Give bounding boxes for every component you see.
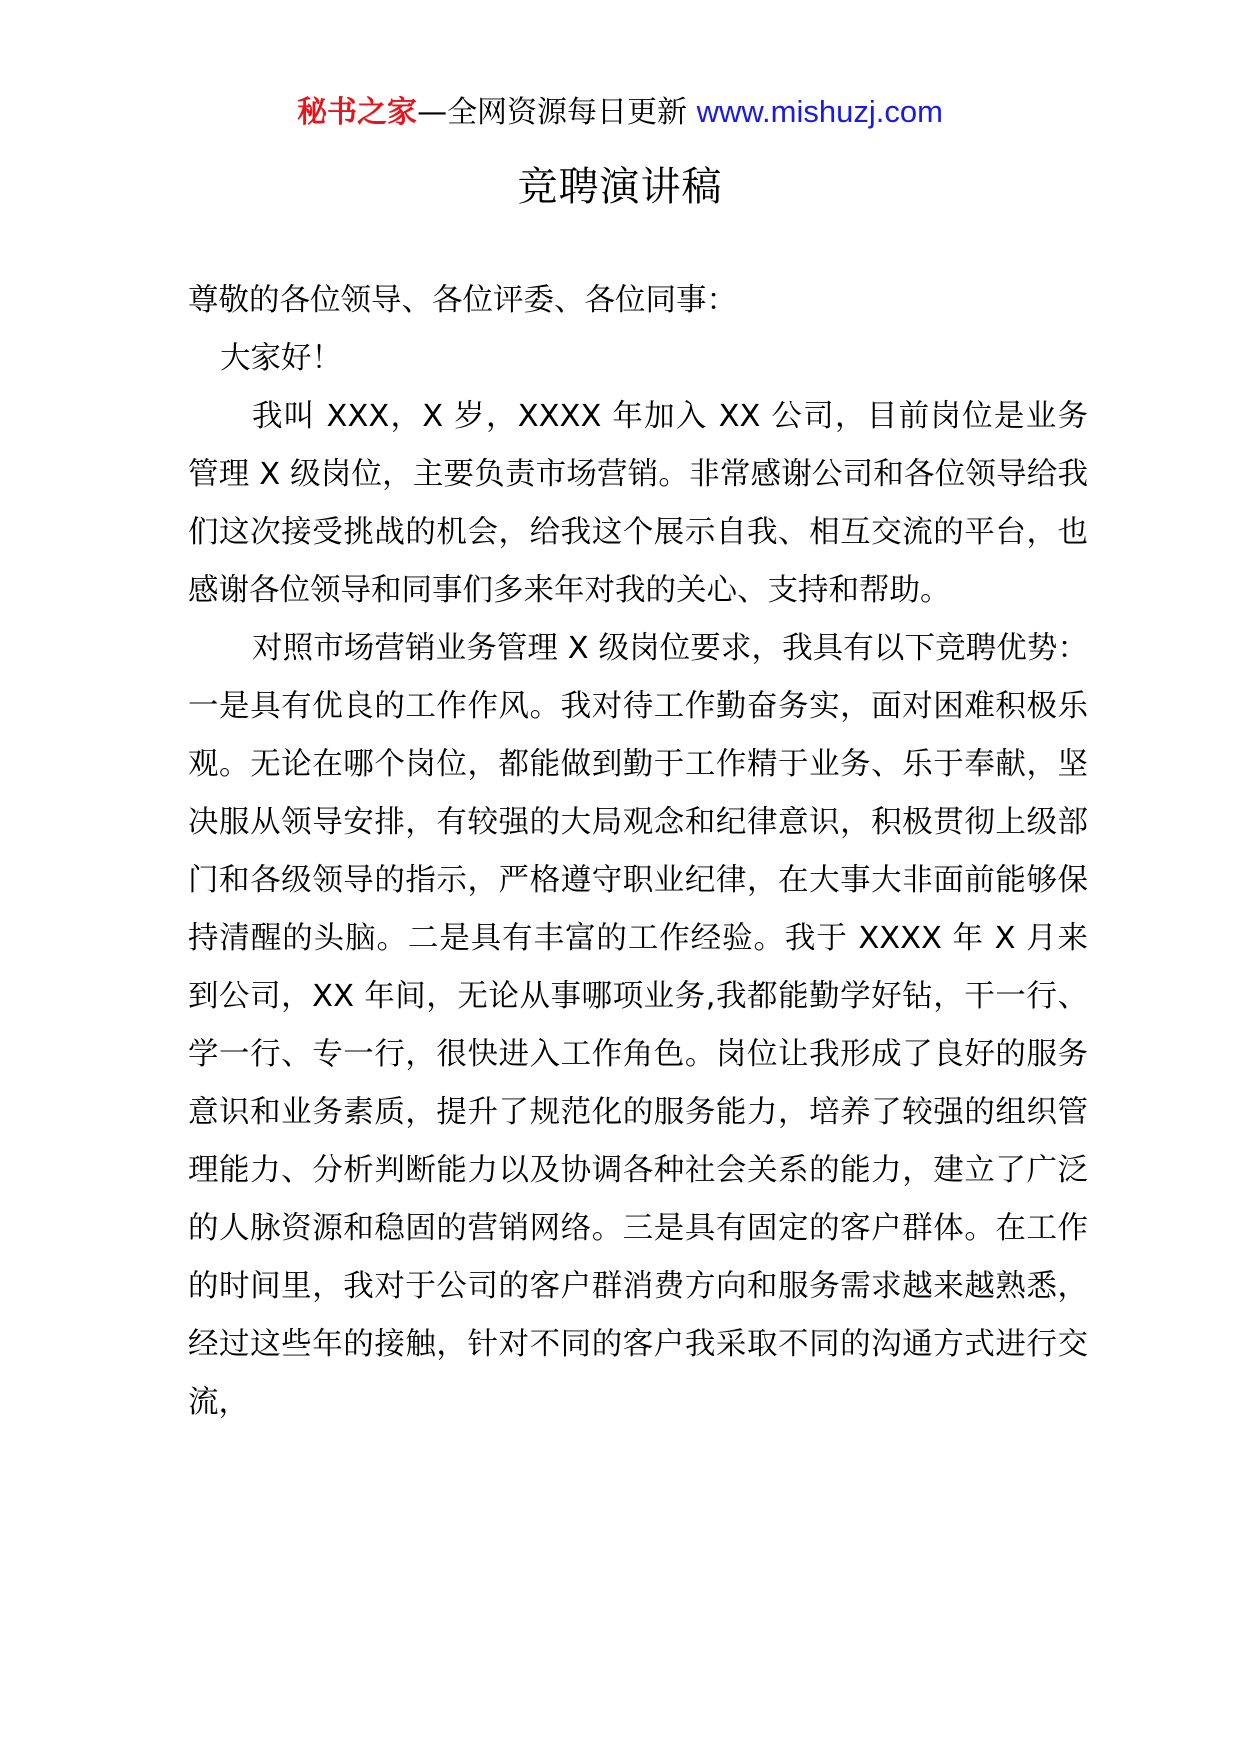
site-url-link[interactable]: www.mishuzj.com bbox=[696, 94, 943, 129]
paragraph-advantages: 对照市场营销业务管理 X 级岗位要求，我具有以下竞聘优势：一是具有优良的工作作风。我对待工作勤奋务实，面对困难积极乐观。无论在哪个岗位，都能做到勤于工作精于业务、乐于奉献，坚决服从领导安排，有较强的大局观念和纪律意识，积极贯彻上级部门和各级领导的指示，严格遵守职业纪律，在大事大非面前能够保持清醒的头脑。二是具有丰富的工作经验。我于 XXXX 年 X 月来到公司，XX 年间，无论从事哪项业务,我都能勤学好钻，干一行、学一行、专一行，很快进入工作角色。岗位让我形成了良好的服务意识和业务素质，提升了规范化的服务能力，培养了较强的组织管理能力、分析判断能力以及协调各种社会关系的能力，建立了广泛的人脉资源和稳固的营销网络。三是具有固定的客户群体。在工作的时间里，我对于公司的客户群消费方向和服务需求越来越熟悉，经过这些年的接触，针对不同的客户我采取不同的沟通方式进行交流， bbox=[188, 631, 1088, 1420]
document-body bbox=[188, 272, 1088, 1432]
salutation-line: 尊敬的各位领导、各位评委、各位同事： bbox=[188, 283, 737, 318]
site-header bbox=[0, 92, 1240, 133]
greeting-line: 大家好！ bbox=[220, 341, 342, 376]
header-tagline: —全网资源每日更新 bbox=[417, 95, 688, 130]
paragraph-introduction: 我叫 XXX，X 岁，XXXX 年加入 XX 公司，目前岗位是业务管理 X 级岗位，主要负责市场营销。非常感谢公司和各位领导给我们这次接受挑战的机会，给我这个展示自我、相互交流的平台，也感谢各位领导和同事们多来年对我的关心、支持和帮助。 bbox=[188, 399, 1088, 608]
document-title: 竞聘演讲稿 bbox=[517, 164, 723, 210]
brand-name: 秘书之家 bbox=[297, 95, 418, 130]
